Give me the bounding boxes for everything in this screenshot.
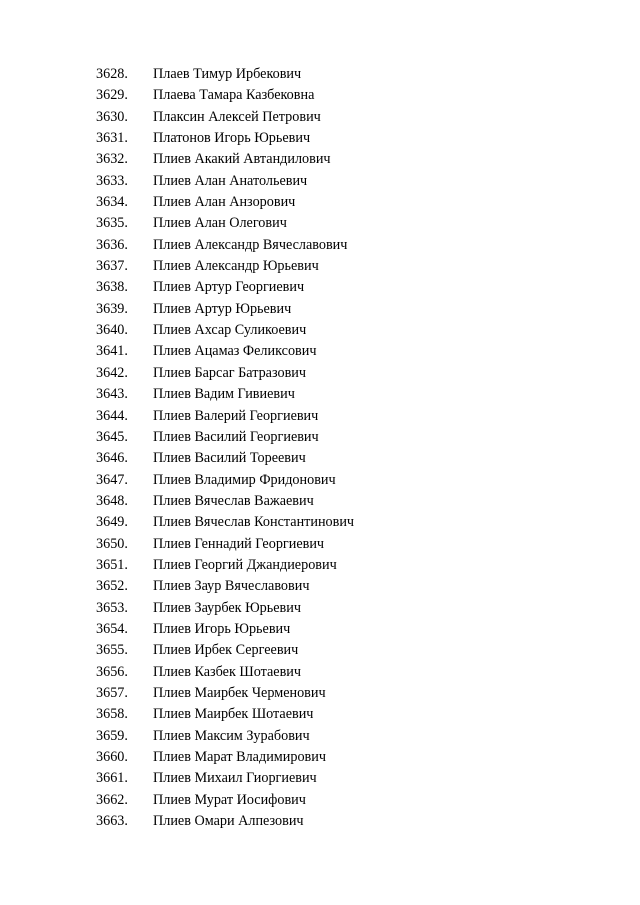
entry-number: 3644. xyxy=(96,407,128,424)
entry-number: 3628. xyxy=(96,66,128,82)
entry-name: Плиев Заурбек Юрьевич xyxy=(153,599,301,616)
entry-number: 3649. xyxy=(96,514,128,531)
entry-name: Плиев Василий Георгиевич xyxy=(153,428,319,445)
list-item xyxy=(0,85,640,106)
entry-number: 3653. xyxy=(96,599,128,616)
list-item xyxy=(0,747,640,768)
entry-number: 3643. xyxy=(96,386,128,403)
entry-name: Плиев Барсаг Батразович xyxy=(153,364,307,381)
entry-name: Плаксин Алексей Петрович xyxy=(153,108,321,125)
list-item xyxy=(0,213,640,234)
entry-name: Плиев Алан Олегович xyxy=(153,215,287,232)
entry-name: Плиев Вячеслав Важаевич xyxy=(153,492,314,509)
entry-name: Плиев Ирбек Сергеевич xyxy=(153,642,299,659)
entry-name: Плиев Мурат Иосифович xyxy=(153,791,306,808)
entry-number: 3651. xyxy=(96,556,128,573)
entry-number: 3641. xyxy=(96,343,128,360)
list-item xyxy=(0,171,640,192)
entry-name: Плиев Игорь Юрьевич xyxy=(153,620,291,637)
entry-name: Плиев Алан Анзорович xyxy=(153,194,296,211)
list-item xyxy=(0,790,640,811)
entry-name: Плиев Валерий Георгиевич xyxy=(153,407,319,424)
list-item xyxy=(0,512,640,533)
entry-number: 3638. xyxy=(96,279,128,296)
entry-number: 3663. xyxy=(96,813,128,830)
list-item xyxy=(0,576,640,597)
entry-name: Плиев Геннадий Георгиевич xyxy=(153,535,325,552)
entry-name: Плиев Александр Юрьевич xyxy=(153,258,319,275)
entry-name: Плиев Михаил Гиоргиевич xyxy=(153,770,317,787)
list-item xyxy=(0,534,640,555)
list-item xyxy=(0,470,640,491)
entry-number: 3661. xyxy=(96,770,128,787)
entry-number: 3658. xyxy=(96,706,128,723)
entry-number: 3634. xyxy=(96,194,128,211)
list-item xyxy=(0,662,640,683)
entry-name: Плиев Омари Алпезович xyxy=(153,813,304,830)
entry-number: 3652. xyxy=(96,578,128,595)
list-item xyxy=(0,341,640,362)
entry-name: Плиев Маирбек Черменович xyxy=(153,684,326,701)
list-item xyxy=(0,107,640,128)
list-item xyxy=(0,299,640,320)
entry-name: Плиев Артур Георгиевич xyxy=(153,279,305,296)
entry-number: 3631. xyxy=(96,130,128,147)
entry-name: Плиев Вячеслав Константинович xyxy=(153,514,355,531)
entry-name: Плиев Марат Владимирович xyxy=(153,749,326,765)
entry-name: Плиев Казбек Шотаевич xyxy=(153,663,302,680)
entry-name: Платонов Игорь Юрьевич xyxy=(153,130,311,147)
entry-number: 3650. xyxy=(96,535,128,552)
entry-name: Плиев Алан Анатольевич xyxy=(153,172,308,189)
entry-number: 3645. xyxy=(96,428,128,445)
list-item xyxy=(0,384,640,405)
entry-number: 3657. xyxy=(96,684,128,701)
entry-number: 3636. xyxy=(96,236,128,253)
entry-number: 3640. xyxy=(96,322,128,339)
list-item xyxy=(0,149,640,170)
entry-number: 3659. xyxy=(96,727,128,744)
entry-number: 3635. xyxy=(96,215,128,232)
entry-number: 3662. xyxy=(96,791,128,808)
list-item xyxy=(0,128,640,149)
entry-name: Плиев Акакий Автандилович xyxy=(153,151,331,168)
entry-number: 3647. xyxy=(96,471,128,488)
list-item xyxy=(0,704,640,725)
entry-name: Плиев Василий Тореевич xyxy=(153,450,306,467)
entry-name: Плиев Заур Вячеславович xyxy=(153,578,310,595)
entry-number: 3646. xyxy=(96,450,128,467)
entry-name: Плиев Ахсар Суликоевич xyxy=(153,322,307,339)
entry-name: Плиев Артур Юрьевич xyxy=(153,300,292,317)
list-item xyxy=(0,235,640,256)
list-item xyxy=(0,683,640,704)
list-item xyxy=(0,768,640,789)
entry-name: Плиев Владимир Фридонович xyxy=(153,471,336,488)
list-item xyxy=(0,811,640,832)
entry-number: 3632. xyxy=(96,151,128,168)
entry-name: Плаев Тимур Ирбекович xyxy=(153,66,302,82)
entry-number: 3639. xyxy=(96,300,128,317)
list-item xyxy=(0,726,640,747)
name-list xyxy=(0,64,640,832)
entry-name: Плаева Тамара Казбековна xyxy=(153,87,315,104)
entry-name: Плиев Вадим Гивиевич xyxy=(153,386,295,403)
entry-name: Плиев Маирбек Шотаевич xyxy=(153,706,314,723)
entry-name: Плиев Максим Зурабович xyxy=(153,727,310,744)
entry-number: 3656. xyxy=(96,663,128,680)
entry-number: 3648. xyxy=(96,492,128,509)
list-item xyxy=(0,555,640,576)
list-item xyxy=(0,598,640,619)
entry-number: 3630. xyxy=(96,108,128,125)
entry-name: Плиев Георгий Джандиерович xyxy=(153,556,337,573)
entry-name: Плиев Ацамаз Феликсович xyxy=(153,343,317,360)
entry-number: 3654. xyxy=(96,620,128,637)
entry-number: 3660. xyxy=(96,749,128,765)
list-item xyxy=(0,619,640,640)
entry-name: Плиев Александр Вячеславович xyxy=(153,236,348,253)
entry-number: 3637. xyxy=(96,258,128,275)
entry-number: 3633. xyxy=(96,172,128,189)
list-item xyxy=(0,277,640,298)
entry-number: 3642. xyxy=(96,364,128,381)
list-item xyxy=(0,491,640,512)
list-item xyxy=(0,448,640,469)
list-item xyxy=(0,427,640,448)
list-item xyxy=(0,256,640,277)
list-item xyxy=(0,363,640,384)
list-item xyxy=(0,192,640,213)
list-item xyxy=(0,64,640,85)
list-item xyxy=(0,640,640,661)
entry-number: 3629. xyxy=(96,87,128,104)
list-item xyxy=(0,320,640,341)
entry-number: 3655. xyxy=(96,642,128,659)
list-item xyxy=(0,406,640,427)
